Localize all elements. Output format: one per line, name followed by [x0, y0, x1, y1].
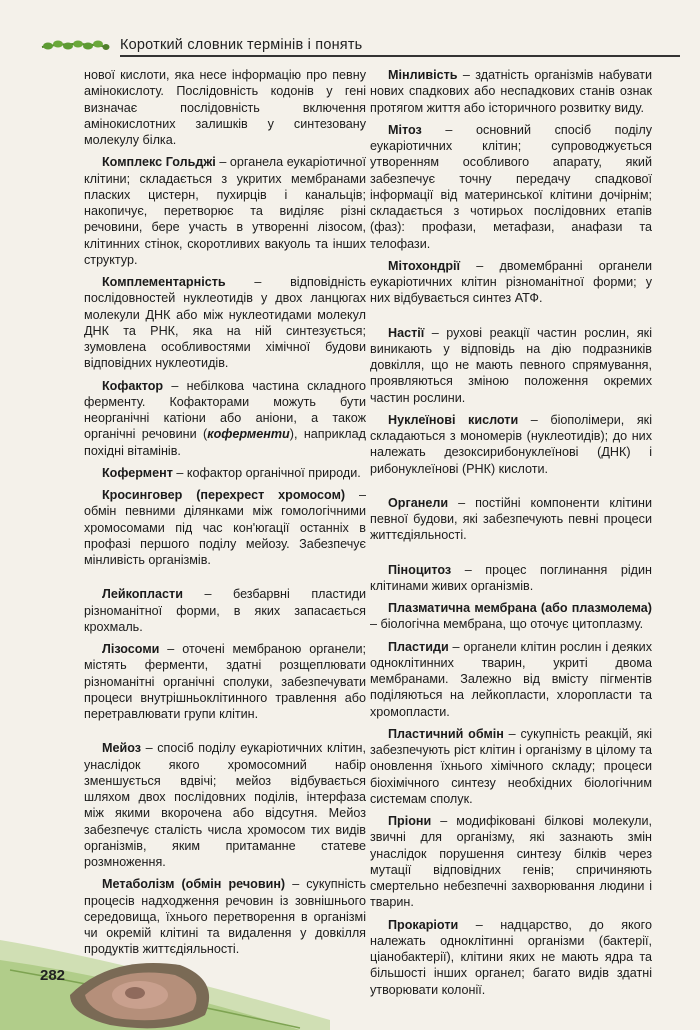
entry-term: Органели	[388, 495, 449, 510]
glossary-entry	[370, 258, 652, 307]
entry-term: Кофактор	[102, 378, 164, 393]
entry-term: Прокаріоти	[388, 917, 459, 932]
entry-definition-end: ), наприклад похідні вітамінів.	[84, 427, 366, 458]
entry-term: Пластиди	[388, 639, 449, 654]
glossary-entry	[84, 586, 366, 635]
glossary-entry	[370, 562, 652, 595]
entry-term: Пластичний обмін	[388, 726, 504, 741]
entry-definition: – небілкова частина складного ферменту. Кофакторами можуть бути неорганічні катіони або аніони, а також органічні речовини (	[84, 378, 366, 442]
leaf-vine-ornament-icon	[40, 38, 110, 54]
entry-definition: – органела еукаріотичної клітини; складається з укритих мембранами пласких цистерн, пухирців і канальців; накопичує, перетворює та виділяє різні речовини, бере участь в утворенні лізосом, клітинних стінок, скоротливих вакуоль та інших структур.	[84, 155, 366, 267]
glossary-entry	[370, 639, 652, 720]
entry-definition: – сукупність реакцій, які забезпечують ріст клітин і організму в цілому та оновлення їхнього хімічного складу; процеси біохімічного синтезу необхідних біологічним системам сполук.	[370, 726, 652, 806]
entry-definition: – спосіб поділу еукаріотичних клітин, унаслідок якого хромосомний набір зменшується вдвічі; мейоз відбувається шляхом двох послідовних поділів, інтерфаза між якими вкорочена або відсутня. Мейоз забезпечує сталість числа хромосом тих видів організмів, яким притаманне статеве розмноження.	[84, 741, 366, 869]
glossary-entry	[370, 412, 652, 477]
entry-term: Настії	[388, 325, 425, 340]
entry-term: Комплекс Гольджі	[102, 155, 216, 170]
glossary-entry	[84, 641, 366, 722]
entry-definition: – основний спосіб поділу еукаріотичних клітин; супроводжується утворенням особливого апарату, який забезпечує точну передачу спадкової інформації від материнської клітини дочірнім; складається з чотирьох послідовних етапів (фаз): профази, метафази, анафази та телофази.	[370, 122, 652, 251]
entry-definition: – процес поглинання рідин клітинами живих організмів.	[370, 562, 652, 593]
entry-term: Кросинговер (перехрест хромосом)	[102, 488, 346, 502]
glossary-entry	[84, 274, 366, 372]
entry-definition: – відповідність послідовностей нуклеотидів у двох ланцюгах молекули ДНК або між нуклеотидами молекул ДНК та РНК, яка на ній синтезується; зумовлена особливостями хімічної будови відповідних нуклеотидів.	[84, 275, 366, 371]
entry-definition: – рухові реакції частин рослин, які виникають у відповідь на дію подразників довкілля, що не мають певного спрямування, проявляються зміною положення окремих частин рослини.	[370, 325, 652, 405]
entry-definition: – сукупність процесів надходження речовин із зовнішнього середовища, їхнього перетворення в організмі чи окремій клітині та видалення у довкілля продуктів життєдіяльності.	[84, 877, 367, 957]
header-rule	[120, 55, 680, 57]
entry-term: Плазматична мембрана (або плазмолема)	[388, 601, 652, 615]
running-header	[40, 36, 680, 58]
glossary-entry	[370, 122, 652, 252]
entry-definition: – кофактор органічної природи.	[172, 465, 361, 480]
glossary-entry	[370, 726, 652, 807]
glossary-entry	[370, 495, 652, 544]
entry-definition: – модифіковані білкові молекули, звичні для організму, які зазнають змін унаслідок порушення синтезу білків через мутації відповідних генів; спричиняють смертельно небезпечні захворювання людини і тварин.	[370, 814, 652, 910]
entry-definition: – оточені мембраною органели; містять ферменти, здатні розщеплювати різноманітні органічні сполуки, забезпечувати процеси внутрішньоклітинного травлення або перетравлювати групи клітин.	[84, 642, 366, 721]
entry-term: Лізосоми	[102, 642, 160, 656]
entry-term: Кофермент	[102, 465, 173, 480]
glossary-entry	[84, 740, 366, 870]
glossary-entry	[370, 813, 652, 911]
glossary-entry	[84, 378, 366, 459]
entry-italic-term: коферменти	[207, 427, 290, 442]
entry-term: Мітоз	[388, 122, 422, 137]
page-number: 282	[40, 967, 66, 984]
glossary-entry	[370, 325, 652, 406]
continuation-paragraph: нової кислоти, яка несе інформацію про певну амінокислоту. Послідовність кодонів у гені визначає послідовність включення амінокислотних залишків у синтезовану молекулу білка.	[84, 68, 366, 147]
entry-definition: – здатність організмів набувати нових спадкових або неспадкових станів ознак протягом життя або історичного розвитку виду.	[370, 68, 652, 115]
entry-definition: – постійні компоненти клітини певної будови, які забезпечують певні процеси життєдіяльності.	[370, 495, 652, 543]
leaf-illustration-icon	[0, 900, 330, 1030]
header-title: Короткий словник термінів і понять	[120, 37, 363, 53]
entry-term: Пріони	[388, 814, 432, 828]
entry-term: Метаболізм (обмін речовин)	[102, 877, 286, 892]
entry-definition: – безбарвні пластиди різноманітної форми, в яких запасається крохмаль.	[84, 587, 366, 634]
glossary-entry	[370, 67, 652, 116]
entry-term: Мінливість	[388, 68, 458, 82]
glossary-entry	[84, 487, 366, 568]
glossary-entry	[370, 600, 652, 633]
entry-term: Комплементарність	[102, 275, 226, 289]
glossary-entry	[84, 154, 366, 268]
entry-definition: – біополімери, які складаються з мономерів (нуклеотидів); до них належать дезоксирибонуклеїнові (ДНК) і рибонуклеїнові (РНК) кислоти.	[370, 412, 652, 476]
entry-term: Лейкопласти	[102, 587, 183, 602]
entry-term: Мітохондрії	[388, 258, 461, 273]
entry-definition: – біологічна мембрана, що оточує цитоплазму.	[370, 617, 644, 632]
entry-term: Нуклеїнові кислоти	[388, 412, 519, 427]
glossary-entry	[370, 917, 652, 998]
entry-term: Мейоз	[102, 741, 142, 756]
left-column	[84, 67, 366, 964]
entry-definition: – обмін певними ділянками між гомологічними хромосомами під час кон'югації останніх в профазі першого поділу мейозу. Забезпечує мінливість організмів.	[84, 488, 366, 567]
entry-term: Піноцитоз	[388, 562, 452, 577]
right-column	[370, 67, 652, 1004]
entry-definition: – органели клітин рослин і деяких одноклітинних тварин, укриті двома мембранами. Залежно від вмісту пігментів поділяються на лейкопласти, хлоропласти та хромопласти.	[370, 639, 652, 719]
entry-definition: – надцарство, до якого належать одноклітинні організми (бактерії, ціанобактерії), клітини яких не мають ядра та більшості інших органел; багато видів здатні утворювати колонії.	[370, 917, 652, 997]
entry-definition: – двомембранні органели еукаріотичних клітин різноманітної форми; у них відбувається синтез АТФ.	[370, 258, 652, 306]
glossary-entry	[84, 465, 366, 481]
